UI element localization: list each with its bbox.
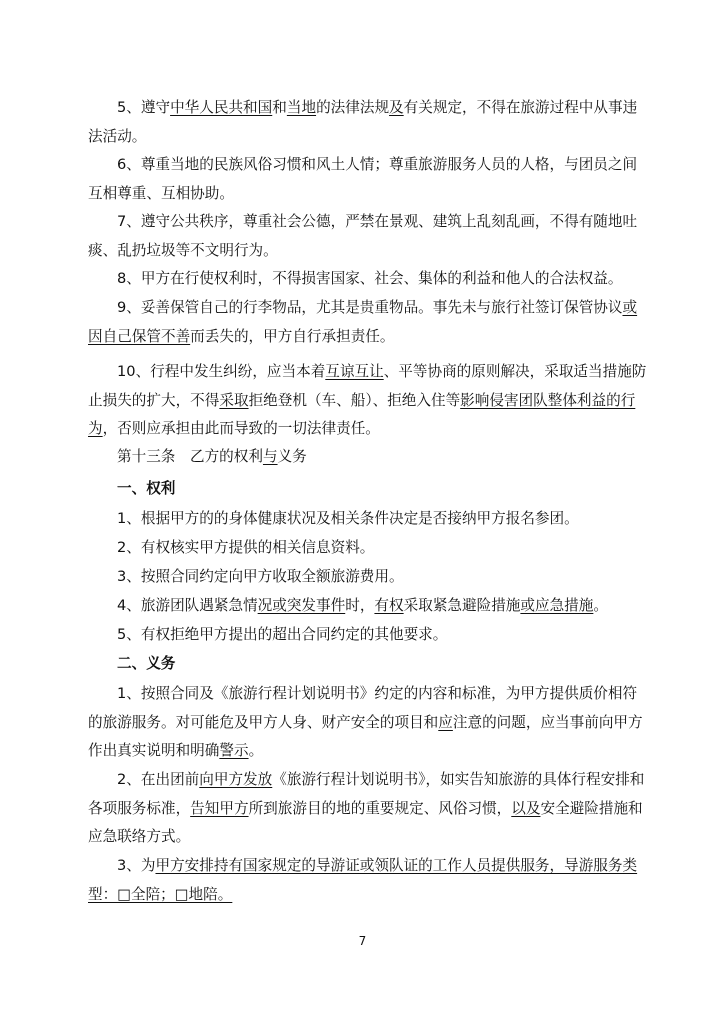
clause-9 [88,294,648,351]
page-number: 7 [358,934,367,948]
text-run: 有关规定，不得在旅游过程中从事违法活动。 [88,99,638,145]
rights-heading: 一、权利 [117,480,176,497]
duties-heading: 二、义务 [117,655,176,672]
clause-5 [88,94,648,151]
text-run: 。 [593,597,608,614]
underlined-text: 告知甲方 [190,799,249,817]
text-run: 1、根据甲方的的身体健康状况及相关条件决定是否接纳甲方报名参团。 [117,510,579,527]
text-run: 安全避险措施和应急联络方式。 [88,799,643,845]
underlined-text: 警示 [219,742,249,759]
right-1 [88,505,648,534]
text-run: 注意的问题，应当事前向甲方作出真实说明和明确 [88,713,643,759]
underlined-text: 甲方安排持有国家规定的导游证或领队证的工作人员提供服务，导游服务类型：□全陪；□地陪。 [88,857,638,903]
right-2 [88,534,648,563]
text-run: 、平等协商的原则解决，采取适当措施防止损失的扩大，不得 [88,363,647,409]
text-run: 所到旅游目的地的重要规定、风俗习惯， [248,799,512,817]
clause-6 [88,151,648,208]
right-5 [88,621,648,650]
text-run: 而丢失的，甲方自行承担责任。 [190,327,395,345]
underlined-text: 与 [262,448,278,465]
text-run: 3、按照合同约定向甲方收取全额旅游费用。 [117,568,404,585]
text-run: 4、旅游团队遇紧急情 [117,597,258,614]
underlined-text: 中华人民共和国 [170,99,273,116]
clause-10 [88,358,648,444]
underlined-text: 互谅互让 [325,363,384,380]
underlined-text: 影响侵害团队整体利益的行为 [88,391,636,437]
text-run: 9、妥善保管自己的行李物品，尤其是贵重物品。事先未与旅行社签订保管协议 [117,299,623,316]
duty-2 [88,766,648,852]
underlined-text: 有权 [374,597,404,614]
text-run: 《旅游行程计划说明书》，如实告知旅游的具体行程安排和各项服务标准， [88,771,645,817]
underlined-text: 以及 [511,799,541,817]
text-run: 3、为 [117,857,156,874]
text-run: 的法律法规 [316,99,390,116]
text-run: 5、遵守 [117,99,171,116]
clause-7 [88,208,648,265]
text-run: 10、行程中发生纠纷，应当本着 [117,363,326,380]
underlined-text: 采取 [219,391,249,409]
duty-3 [88,852,648,909]
text-run: 2、有权核实甲方提供的相关信息资料。 [117,539,375,556]
text-run: 拒绝登机（车、船）、拒绝入住等 [248,391,461,409]
right-3 [88,563,648,592]
clause-8 [88,265,648,294]
underlined-text: 或因自己保管不善 [88,299,638,345]
text-run: 6、尊重当地的民族风俗习惯和风土人情；尊重旅游服务人员的人格，与团员之间互相尊重、互相协助。 [88,156,638,202]
underlined-text: 或应急措施 [520,597,594,614]
text-run: 7、遵守公共秩序，尊重社会公德，严禁在景观、建筑上乱刻乱画，不得有随地吐痰、乱扔垃圾等不文明行为。 [88,213,638,259]
article-13-heading [117,443,307,472]
text-run: 2、在出团前 [117,771,200,788]
duty-1 [88,680,648,766]
text-run: 5、有权拒绝甲方提出的超出合同约定的其他要求。 [117,626,448,643]
underlined-text: 况或突发事件 [257,597,346,614]
text-run: 8、甲方在行使权利时，不得损害国家、社会、集体的利益和他人的合法权益。 [117,270,623,287]
text-run: 时， [345,597,375,614]
text-run: 。 [248,742,264,759]
underlined-text: 及 [389,99,404,116]
text-run: 第十三条 乙方的权利 [117,448,263,465]
underlined-text: 应 [438,713,453,731]
underlined-text: 向甲方发放 [199,771,273,788]
right-4 [88,592,648,621]
text-run: 和 [272,99,287,116]
text-run: 1、按照合同及《旅游行程计划说明书》约定的内容和标准，为甲方提供质价相符的旅游服务。对可能危及甲方人身、财产安全的项目和 [88,685,638,731]
text-run: 义务 [277,448,307,465]
underlined-text: 当地 [286,99,317,116]
text-run: 采取紧急避险措施 [403,597,521,614]
text-run: ，否则应承担由此而导致的一切法律责任。 [102,420,380,437]
